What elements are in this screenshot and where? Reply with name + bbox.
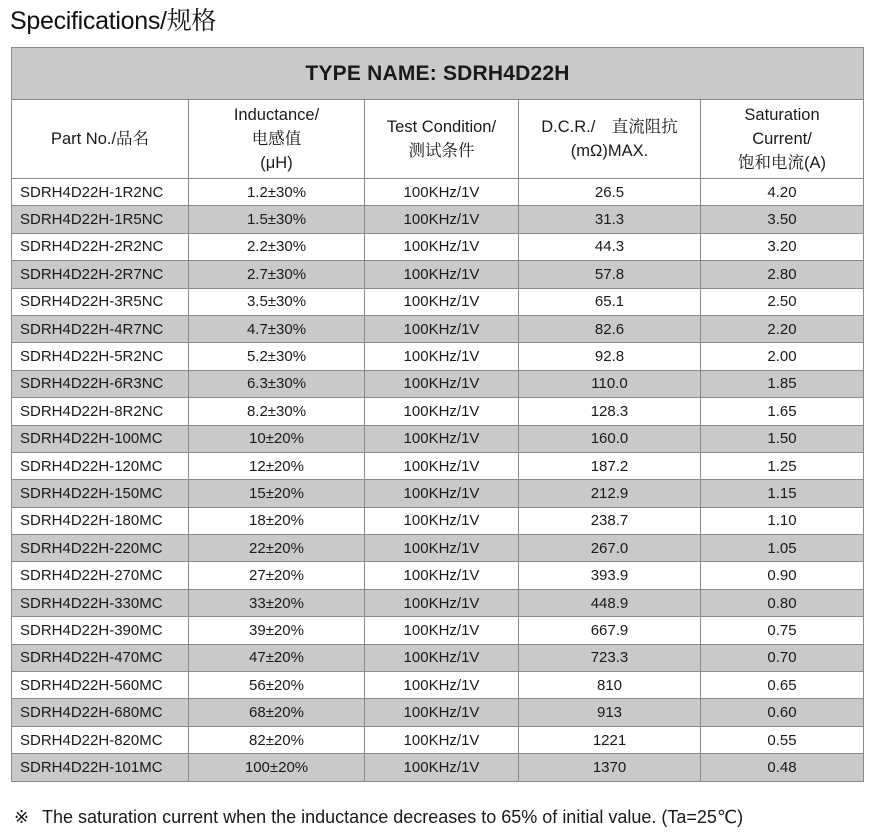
cell-part-no: SDRH4D22H-220MC xyxy=(12,535,189,562)
cell-saturation-current: 1.25 xyxy=(701,452,864,479)
cell-dcr: 723.3 xyxy=(519,644,701,671)
table-row xyxy=(12,562,864,589)
cell-dcr: 57.8 xyxy=(519,261,701,288)
table-row xyxy=(12,754,864,781)
table-row xyxy=(12,452,864,479)
cell-saturation-current: 0.80 xyxy=(701,589,864,616)
cell-saturation-current: 2.20 xyxy=(701,315,864,342)
cell-test-condition: 100KHz/1V xyxy=(365,261,519,288)
header-test-condition-line-2: 测试条件 xyxy=(408,142,475,160)
table-row xyxy=(12,589,864,616)
specifications-table xyxy=(11,47,864,782)
cell-test-condition: 100KHz/1V xyxy=(365,535,519,562)
cell-inductance: 2.2±30% xyxy=(189,233,365,260)
header-inductance-line-3: (μH) xyxy=(260,154,293,172)
cell-dcr: 810 xyxy=(519,672,701,699)
table-row xyxy=(12,179,864,206)
cell-test-condition: 100KHz/1V xyxy=(365,206,519,233)
header-test-condition-line-1: Test Condition/ xyxy=(386,118,497,136)
table-row xyxy=(12,617,864,644)
table-row xyxy=(12,206,864,233)
cell-inductance: 100±20% xyxy=(189,754,365,781)
cell-test-condition: 100KHz/1V xyxy=(365,425,519,452)
table-row xyxy=(12,398,864,425)
cell-dcr: 187.2 xyxy=(519,452,701,479)
cell-test-condition: 100KHz/1V xyxy=(365,343,519,370)
cell-dcr: 238.7 xyxy=(519,507,701,534)
cell-test-condition: 100KHz/1V xyxy=(365,480,519,507)
cell-test-condition: 100KHz/1V xyxy=(365,562,519,589)
cell-saturation-current: 1.05 xyxy=(701,535,864,562)
cell-part-no: SDRH4D22H-100MC xyxy=(12,425,189,452)
cell-inductance: 12±20% xyxy=(189,452,365,479)
cell-dcr: 128.3 xyxy=(519,398,701,425)
cell-saturation-current: 1.50 xyxy=(701,425,864,452)
cell-saturation-current: 1.15 xyxy=(701,480,864,507)
cell-part-no: SDRH4D22H-270MC xyxy=(12,562,189,589)
header-saturation-current xyxy=(701,100,864,179)
cell-part-no: SDRH4D22H-680MC xyxy=(12,699,189,726)
cell-part-no: SDRH4D22H-1R5NC xyxy=(12,206,189,233)
cell-part-no: SDRH4D22H-820MC xyxy=(12,726,189,753)
reference-mark-icon: ※ xyxy=(14,807,30,827)
cell-test-condition: 100KHz/1V xyxy=(365,288,519,315)
cell-dcr: 92.8 xyxy=(519,343,701,370)
cell-dcr: 31.3 xyxy=(519,206,701,233)
cell-saturation-current: 4.20 xyxy=(701,179,864,206)
cell-dcr: 267.0 xyxy=(519,535,701,562)
header-test-condition xyxy=(365,100,519,179)
header-dcr xyxy=(519,100,701,179)
table-row xyxy=(12,288,864,315)
cell-dcr: 1221 xyxy=(519,726,701,753)
cell-test-condition: 100KHz/1V xyxy=(365,617,519,644)
header-saturation-line-2: Current/ xyxy=(752,130,812,148)
cell-inductance: 3.5±30% xyxy=(189,288,365,315)
cell-saturation-current: 2.00 xyxy=(701,343,864,370)
cell-test-condition: 100KHz/1V xyxy=(365,398,519,425)
table-row xyxy=(12,507,864,534)
cell-part-no: SDRH4D22H-1R2NC xyxy=(12,179,189,206)
cell-part-no: SDRH4D22H-4R7NC xyxy=(12,315,189,342)
cell-part-no: SDRH4D22H-330MC xyxy=(12,589,189,616)
cell-part-no: SDRH4D22H-5R2NC xyxy=(12,343,189,370)
cell-inductance: 82±20% xyxy=(189,726,365,753)
cell-inductance: 2.7±30% xyxy=(189,261,365,288)
cell-inductance: 27±20% xyxy=(189,562,365,589)
cell-dcr: 160.0 xyxy=(519,425,701,452)
cell-dcr: 1370 xyxy=(519,754,701,781)
cell-part-no: SDRH4D22H-2R7NC xyxy=(12,261,189,288)
cell-inductance: 33±20% xyxy=(189,589,365,616)
table-row xyxy=(12,315,864,342)
table-row xyxy=(12,699,864,726)
cell-dcr: 44.3 xyxy=(519,233,701,260)
cell-dcr: 913 xyxy=(519,699,701,726)
cell-dcr: 65.1 xyxy=(519,288,701,315)
type-name-heading: TYPE NAME: SDRH4D22H xyxy=(12,48,864,100)
header-saturation-line-3: 饱和电流(A) xyxy=(738,154,827,172)
cell-test-condition: 100KHz/1V xyxy=(365,672,519,699)
cell-test-condition: 100KHz/1V xyxy=(365,370,519,397)
cell-inductance: 47±20% xyxy=(189,644,365,671)
cell-part-no: SDRH4D22H-3R5NC xyxy=(12,288,189,315)
cell-dcr: 393.9 xyxy=(519,562,701,589)
cell-part-no: SDRH4D22H-101MC xyxy=(12,754,189,781)
cell-inductance: 15±20% xyxy=(189,480,365,507)
cell-saturation-current: 3.50 xyxy=(701,206,864,233)
cell-inductance: 22±20% xyxy=(189,535,365,562)
cell-inductance: 6.3±30% xyxy=(189,370,365,397)
cell-part-no: SDRH4D22H-390MC xyxy=(12,617,189,644)
cell-test-condition: 100KHz/1V xyxy=(365,726,519,753)
cell-part-no: SDRH4D22H-8R2NC xyxy=(12,398,189,425)
table-row xyxy=(12,370,864,397)
cell-test-condition: 100KHz/1V xyxy=(365,644,519,671)
cell-test-condition: 100KHz/1V xyxy=(365,699,519,726)
footnote-text: The saturation current when the inductance decreases to 65% of initial value. (Ta=25℃) xyxy=(42,807,744,827)
cell-test-condition: 100KHz/1V xyxy=(365,589,519,616)
table-body xyxy=(12,179,864,782)
cell-saturation-current: 2.50 xyxy=(701,288,864,315)
cell-inductance: 10±20% xyxy=(189,425,365,452)
cell-dcr: 82.6 xyxy=(519,315,701,342)
table-row xyxy=(12,726,864,753)
cell-test-condition: 100KHz/1V xyxy=(365,233,519,260)
cell-saturation-current: 1.85 xyxy=(701,370,864,397)
cell-saturation-current: 1.65 xyxy=(701,398,864,425)
table-row xyxy=(12,425,864,452)
header-part-no: Part No./品名 xyxy=(12,100,189,179)
cell-inductance: 4.7±30% xyxy=(189,315,365,342)
cell-saturation-current: 0.48 xyxy=(701,754,864,781)
header-saturation-line-1: Saturation xyxy=(744,106,820,124)
cell-part-no: SDRH4D22H-470MC xyxy=(12,644,189,671)
cell-saturation-current: 3.20 xyxy=(701,233,864,260)
cell-inductance: 56±20% xyxy=(189,672,365,699)
cell-test-condition: 100KHz/1V xyxy=(365,452,519,479)
page-title: Specifications/规格 xyxy=(10,7,217,35)
table-row xyxy=(12,535,864,562)
header-dcr-line-1: D.C.R./ 直流阻抗 xyxy=(541,118,678,136)
header-inductance xyxy=(189,100,365,179)
cell-dcr: 110.0 xyxy=(519,370,701,397)
table-row xyxy=(12,233,864,260)
cell-part-no: SDRH4D22H-2R2NC xyxy=(12,233,189,260)
cell-dcr: 448.9 xyxy=(519,589,701,616)
cell-saturation-current: 2.80 xyxy=(701,261,864,288)
table-row xyxy=(12,261,864,288)
cell-inductance: 18±20% xyxy=(189,507,365,534)
cell-part-no: SDRH4D22H-150MC xyxy=(12,480,189,507)
table-row xyxy=(12,644,864,671)
cell-part-no: SDRH4D22H-180MC xyxy=(12,507,189,534)
column-header-row xyxy=(12,100,864,179)
cell-test-condition: 100KHz/1V xyxy=(365,754,519,781)
table-row xyxy=(12,672,864,699)
cell-test-condition: 100KHz/1V xyxy=(365,179,519,206)
cell-saturation-current: 0.65 xyxy=(701,672,864,699)
cell-test-condition: 100KHz/1V xyxy=(365,315,519,342)
cell-inductance: 39±20% xyxy=(189,617,365,644)
cell-test-condition: 100KHz/1V xyxy=(365,507,519,534)
cell-part-no: SDRH4D22H-6R3NC xyxy=(12,370,189,397)
footnote xyxy=(14,805,743,829)
cell-saturation-current: 0.55 xyxy=(701,726,864,753)
cell-part-no: SDRH4D22H-120MC xyxy=(12,452,189,479)
header-dcr-line-2: (mΩ)MAX. xyxy=(570,142,649,160)
cell-saturation-current: 0.75 xyxy=(701,617,864,644)
cell-inductance: 1.2±30% xyxy=(189,179,365,206)
cell-saturation-current: 0.90 xyxy=(701,562,864,589)
type-name-row xyxy=(12,48,864,100)
cell-dcr: 667.9 xyxy=(519,617,701,644)
cell-part-no: SDRH4D22H-560MC xyxy=(12,672,189,699)
table-row xyxy=(12,480,864,507)
cell-saturation-current: 0.60 xyxy=(701,699,864,726)
cell-inductance: 68±20% xyxy=(189,699,365,726)
cell-inductance: 1.5±30% xyxy=(189,206,365,233)
cell-saturation-current: 1.10 xyxy=(701,507,864,534)
header-inductance-line-2: 电感值 xyxy=(251,130,302,148)
cell-inductance: 5.2±30% xyxy=(189,343,365,370)
cell-inductance: 8.2±30% xyxy=(189,398,365,425)
header-inductance-line-1: Inductance/ xyxy=(233,106,320,124)
cell-dcr: 26.5 xyxy=(519,179,701,206)
cell-saturation-current: 0.70 xyxy=(701,644,864,671)
table-row xyxy=(12,343,864,370)
cell-dcr: 212.9 xyxy=(519,480,701,507)
